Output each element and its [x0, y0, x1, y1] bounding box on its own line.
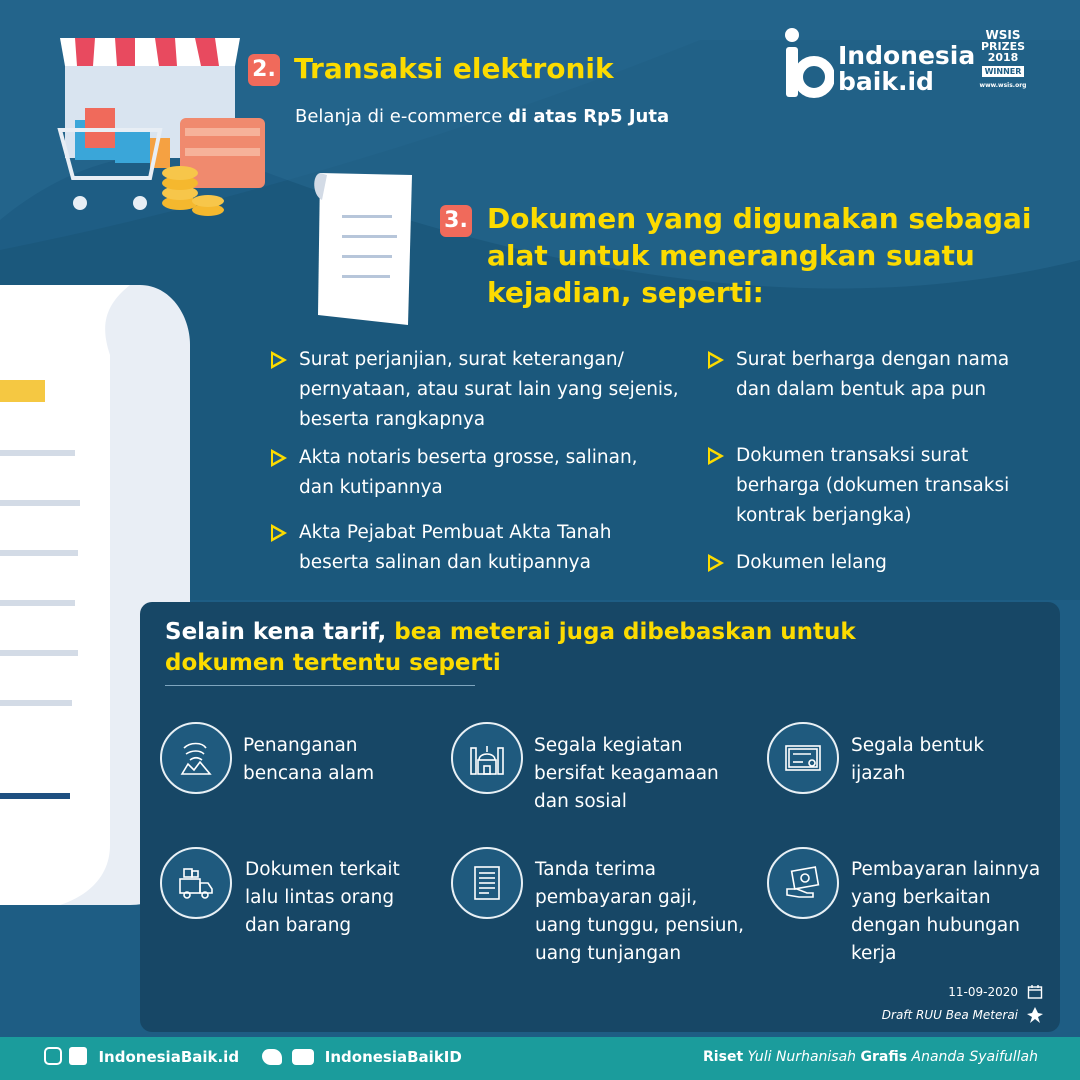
- item-line: dengan hubungan: [851, 915, 1020, 936]
- bullet-line: Surat berharga dengan nama: [736, 349, 1010, 370]
- bullet-line: pernyataan, atau surat lain yang sejenis,: [299, 379, 679, 400]
- item-line: uang tunjangan: [535, 943, 682, 964]
- item-line: Dokumen terkait: [245, 859, 400, 880]
- triangle-bullet-icon: [271, 351, 287, 369]
- panel-title-divider: [165, 685, 475, 686]
- item-line: kerja: [851, 943, 897, 964]
- bullet-left-3: [299, 518, 611, 578]
- bullet-line: Akta notaris beserta grosse, salinan,: [299, 447, 638, 468]
- footer-social: [44, 1047, 462, 1066]
- item-line: bencana alam: [243, 763, 375, 784]
- triangle-bullet-icon: [271, 449, 287, 467]
- pin-icon: [1026, 1006, 1044, 1024]
- section3-title-line2: alat untuk menerangkan suatu: [487, 239, 975, 272]
- bullet-line: Dokumen transaksi surat: [736, 445, 969, 466]
- item-line: uang tunggu, pensiun,: [535, 915, 745, 936]
- item-line: Pembayaran lainnya: [851, 859, 1041, 880]
- section2-title: Transaksi elektronik: [294, 52, 614, 85]
- item-line: bersifat keagamaan: [534, 763, 719, 784]
- date-text: 11-09-2020: [948, 985, 1018, 999]
- grafis-label: Grafis: [860, 1049, 908, 1065]
- source-text: Draft RUU Bea Meterai: [881, 1008, 1018, 1022]
- indonesia-baik-logo-text: [838, 43, 975, 95]
- item-line: Segala bentuk: [851, 735, 985, 756]
- item-line: Segala kegiatan: [534, 735, 683, 756]
- disaster-icon: [160, 722, 232, 794]
- payment-icon: [767, 847, 839, 919]
- footer-website[interactable]: IndonesiaBaik.id: [98, 1048, 240, 1066]
- bullet-left-2: [299, 443, 638, 503]
- mosque-icon: [451, 722, 523, 794]
- item-text-6: [851, 856, 1040, 968]
- item-text-5: [535, 856, 744, 968]
- triangle-bullet-icon: [708, 554, 724, 572]
- bullet-right-2: [736, 441, 1009, 531]
- bullet-line: berharga (dokumen transaksi: [736, 475, 1010, 496]
- bullet-line: beserta salinan dan kutipannya: [299, 552, 591, 573]
- panel-title-yellow1: bea meterai juga dibebaskan untuk: [394, 619, 856, 645]
- section3-title-line3: kejadian, seperti:: [487, 276, 764, 309]
- bullet-line: Akta Pejabat Pembuat Akta Tanah: [299, 522, 612, 543]
- wsis-year: 2018: [987, 51, 1019, 64]
- bullet-line: beserta rangkapnya: [299, 409, 486, 430]
- document-icon: [451, 847, 523, 919]
- bullet-line: Surat perjanjian, surat keterangan/: [299, 349, 624, 370]
- item-text-2: [534, 732, 719, 816]
- certificate-icon: [767, 722, 839, 794]
- shop-illustration: [55, 38, 270, 220]
- grafis-name: Ananda Syaifullah: [911, 1049, 1038, 1065]
- riset-label: Riset: [703, 1049, 744, 1065]
- bullet-line: dan kutipannya: [299, 477, 443, 498]
- section3-title-line1: Dokumen yang digunakan sebagai: [487, 202, 1032, 235]
- item-line: dan sosial: [534, 791, 627, 812]
- wsis-prizes: PRIZES: [980, 40, 1026, 53]
- wsis-label: WSIS: [985, 28, 1021, 42]
- triangle-bullet-icon: [271, 524, 287, 542]
- section2-subtitle-bold: di atas Rp5 Juta: [508, 106, 670, 127]
- footer-bar: [0, 1037, 1080, 1080]
- paper-document-illustration: [312, 165, 427, 330]
- bullet-line: dan dalam bentuk apa pun: [736, 379, 987, 400]
- bullet-right-3: [736, 548, 887, 578]
- bullet-line: kontrak berjangka): [736, 505, 912, 526]
- riset-name: Yuli Nurhanisah: [747, 1049, 857, 1065]
- section3-title: [487, 200, 1032, 311]
- section2-subtitle: [295, 106, 669, 127]
- indonesia-baik-logo-mark: [782, 27, 834, 99]
- item-line: dan barang: [245, 915, 352, 936]
- item-text-1: [243, 732, 374, 788]
- panel-title-yellow2: dokumen tertentu seperti: [165, 650, 501, 676]
- panel-title: [165, 617, 856, 679]
- wsis-prize-badge: [970, 30, 1036, 102]
- instagram-icon[interactable]: [44, 1047, 62, 1065]
- section3-number-badge: 3.: [440, 205, 472, 237]
- item-line: ijazah: [851, 763, 906, 784]
- triangle-bullet-icon: [708, 351, 724, 369]
- item-line: Tanda terima: [535, 859, 656, 880]
- calendar-icon: [1027, 984, 1043, 1000]
- item-line: Penanganan: [243, 735, 358, 756]
- item-line: pembayaran gaji,: [535, 887, 698, 908]
- truck-icon: [160, 847, 232, 919]
- bullet-line: Dokumen lelang: [736, 552, 887, 573]
- bullet-right-1: [736, 345, 1009, 405]
- facebook-icon[interactable]: [69, 1047, 87, 1065]
- item-line: yang berkaitan: [851, 887, 991, 908]
- bullet-left-1: [299, 345, 679, 435]
- item-text-4: [245, 856, 400, 940]
- logo-line2: baik.id: [838, 67, 934, 96]
- footer-credits: [703, 1049, 1038, 1065]
- wsis-url: www.wsis.org: [979, 82, 1027, 89]
- triangle-bullet-icon: [708, 447, 724, 465]
- footer-handle[interactable]: IndonesiaBaikID: [324, 1048, 462, 1066]
- item-text-3: [851, 732, 984, 788]
- item-line: lalu lintas orang: [245, 887, 395, 908]
- twitter-icon[interactable]: [262, 1049, 282, 1065]
- section2-number-badge: 2.: [248, 54, 280, 86]
- section2-subtitle-prefix: Belanja di e-commerce: [295, 106, 509, 127]
- youtube-icon[interactable]: [292, 1049, 314, 1065]
- panel-title-white: Selain kena tarif,: [165, 619, 395, 645]
- logo-line1: Indonesia: [838, 41, 976, 70]
- wsis-winner: WINNER: [982, 66, 1024, 77]
